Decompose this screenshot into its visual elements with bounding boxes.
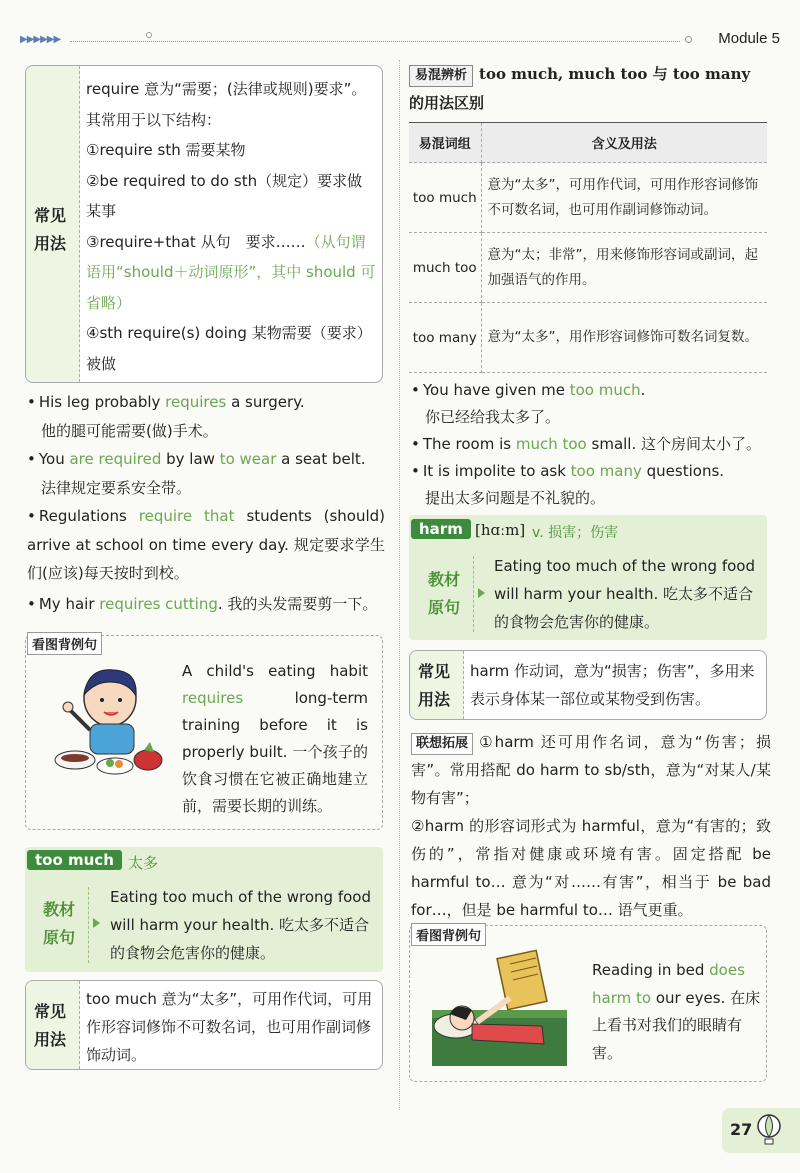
table-header-row: 易混词组 含义及用法 (409, 123, 767, 163)
list-item: • Regulations require that students (should) arrive at school on time every day. 规定要求学生们(应该)每天按时到校。 (27, 502, 385, 588)
original-sentence-label: 教材原句 (43, 900, 76, 947)
dot-decoration-icon (685, 36, 692, 43)
dot-decoration-icon (146, 32, 152, 38)
usage-label: 常见用法 (34, 1002, 67, 1049)
list-item: • His leg probably requires a surgery. (27, 388, 385, 417)
list-item: • You are required by law to wear a seat belt. (27, 445, 385, 474)
usage-label: 常见用法 (34, 206, 67, 253)
usage-text: too much 意为“太多”，可用作代词，可用作形容词修饰不可数名词，也可用作副词修饰动词。 (86, 990, 373, 1064)
usage-label: 常见用法 (418, 662, 451, 709)
page-header (20, 30, 780, 52)
too-much-tag: too much (27, 850, 122, 870)
too-much-meaning: 太多 (128, 854, 159, 872)
table-row: much too 意为“太；非常”，用来修饰形容词或副词，起加强语气的作用。 (409, 233, 767, 303)
module-title: Module 5 (718, 30, 780, 47)
arrow-decoration-icon: ▶▶▶▶▶▶ (20, 34, 61, 45)
triangle-icon (93, 918, 100, 928)
list-item: • The room is much too small. 这个房间太小了。 (411, 431, 771, 458)
harm-meaning: v. 损害；伤害 (532, 525, 619, 541)
list-item: • You have given me too much. (411, 377, 771, 404)
divider (70, 41, 680, 42)
compare-table (409, 122, 767, 373)
require-usage-box (25, 65, 383, 383)
harm-tag: harm (411, 519, 471, 539)
table-row: too much 意为“太多”，可用作代词，可用作形容词修饰不可数名词，也可用作副词修饰动词。 (409, 163, 767, 233)
usage-text: harm 作动词，意为“损害；伤害”，多用来表示身体某一部位或某物受到伤害。 (470, 662, 755, 708)
table-row: too many 意为“太多”，用作形容词修饰可数名词复数。 (409, 303, 767, 373)
original-sentence-label: 教材原句 (428, 570, 461, 617)
compare-tag: 易混辨析 (409, 65, 473, 87)
triangle-icon (478, 588, 485, 598)
require-examples: • His leg probably requires a surgery. 他的腿可能需要(做)手术。 • You are required by law to wear a seat belt. 法律规定要系安全带。 • Regulations require that students (should) arrive at school on time every day. 规定要求学生们(应该)每天按时到校。 • My hair requires cutting. 我的头发需要剪一下。 (27, 388, 385, 618)
picture-example-text: Reading in bed does harm to our eyes. 在床上看书对我们的眼睛有害。 (592, 961, 761, 1062)
reading-in-bed-illustration (432, 948, 567, 1070)
original-sentence-text: Eating too much of the wrong food will harm your health. 吃太多不适合的食物会危害你的健康。 (110, 888, 372, 962)
picture-example-tag: 看图背例句 (411, 923, 486, 946)
usage-text: require 意为“需要；(法律或规则)要求”。其常用于以下结构： ①require sth 需要某物 ②be required to do sth（规定）要求做某事 ③require+that 从句 要求……（从句谓语用“should＋动词原形”，其中 should 可省略） ④sth require(s) doing 某物需要（要求）被做 (86, 80, 376, 373)
list-item: • My hair requires cutting. 我的头发需要剪一下。 (27, 590, 385, 619)
list-item: • It is impolite to ask too many questions. (411, 458, 771, 485)
child-eating-illustration (40, 660, 170, 785)
original-sentence-text: Eating too much of the wrong food will harm your health. 吃太多不适合的食物会危害你的健康。 (494, 557, 756, 631)
harm-extension: 联想拓展 ①harm 还可用作名词，意为“伤害；损害”。常用搭配 do harm to sb/sth，意为“对某人/某物有害”； ②harm 的形容词形式为 harmful，意为“有害的；致伤的”，常指对健康或环境有害。固定搭配 be harmful to… 意为“对……有害”，相当于 be bad for…，但是 be harmful to… 语气更重。 (411, 733, 771, 919)
picture-example-text: A child's eating habit requires long-term training before it is properly built. 一个孩子的饮食习惯在它被正确地建立前，需要长期的训练。 (182, 662, 368, 815)
compare-examples: • You have given me too much. 你已经给我太多了。 • The room is much too small. 这个房间太小了。 • It is impolite to ask too many questions. 提出太多问题是不礼貌的。 (411, 377, 771, 512)
harm-phonetic: [hɑːm] (475, 521, 526, 539)
harm-usage-box (409, 650, 767, 720)
hot-air-balloon-icon (756, 1114, 782, 1146)
page-number: 27 (730, 1120, 753, 1139)
compare-heading: 易混辨析 too much, much too 与 too many 的用法区别 (409, 65, 751, 112)
extension-tag: 联想拓展 (411, 733, 473, 755)
too-much-usage-box (25, 980, 383, 1070)
picture-example-tag: 看图背例句 (27, 632, 102, 655)
column-divider (399, 60, 400, 1110)
